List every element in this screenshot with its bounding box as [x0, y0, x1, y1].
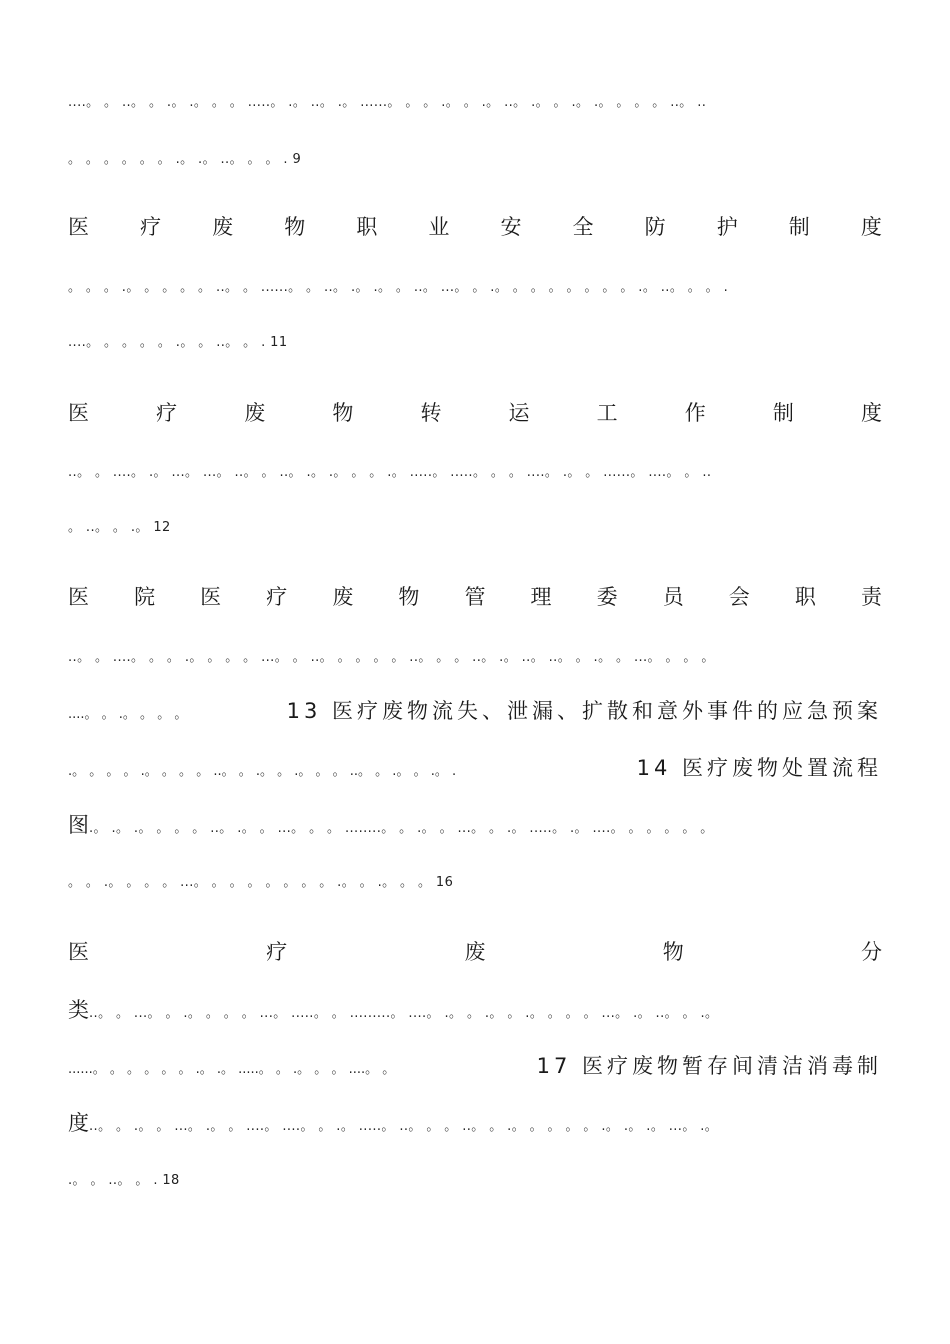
- toc-char: 废: [464, 940, 486, 964]
- toc-char: 制: [772, 401, 794, 425]
- toc-char: 疗: [140, 215, 162, 239]
- toc-entry-title-end: 图: [68, 813, 89, 837]
- toc-char: 理: [530, 585, 552, 609]
- toc-char: 业: [428, 215, 450, 239]
- toc-entry-title-end: 类: [68, 998, 89, 1022]
- toc-char: 废: [212, 215, 234, 239]
- toc-char: 防: [644, 215, 666, 239]
- toc-leader-text: .。 。 。 。 .。 。 。 。 ..。 。 .。 。 .。 。 。 ..。 。 .。 。 .。 .: [68, 764, 457, 779]
- toc-entry-occupational-safety[interactable]: [68, 212, 882, 242]
- toc-entry-storage-disinfection[interactable]: [68, 1051, 882, 1081]
- toc-leader-text: .。 .。 .。 。 。 。 ..。 .。 。 ...。 。 。 ........。 。 .。 。 ...。 。 .。 .....。 .。 ....。 。 。 。 。 。: [89, 821, 714, 836]
- toc-entry-classification[interactable]: [68, 937, 882, 967]
- toc-entry-transport-rules[interactable]: [68, 398, 882, 428]
- toc-leader-line: ..。 。 ....。 。 。 .。 。 。 。 ...。 。 ..。 。 。 。 。 ..。 。 。 ..。 .。 ..。 ..。 。 .。 。 ...。 。 。 。: [68, 650, 715, 665]
- toc-char: 物: [398, 585, 420, 609]
- toc-leader-line-page-18: .。 。 ..。 。 . 18: [68, 1173, 180, 1188]
- toc-leader-line-page-9: [68, 145, 882, 175]
- toc-leader-line: 。 。 。 .。 。 。 。 。 ..。 。 ......。 。 ..。 .。 .。 。 ..。 ...。 。 .。 。 。 。 。 。 。 。 .。 ..。 。 。 .: [68, 280, 729, 295]
- toc-char: 院: [134, 585, 156, 609]
- toc-leader-line: ..。 。 ....。 .。 ...。 ...。 ..。 。 ..。 .。 .。 。 。 .。 .....。 .....。 。 。 ....。 .。 。 ......。 ....。 。 ..: [68, 465, 712, 480]
- toc-char: 全: [572, 215, 594, 239]
- toc-char: 安: [500, 215, 522, 239]
- toc-char: 医: [68, 585, 89, 609]
- toc-char: 作: [684, 401, 706, 425]
- toc-char: 分: [861, 940, 882, 964]
- toc-leader-text: ..。 。 ...。 。 .。 。 。 。 ...。 .....。 。 .........。 ....。 .。 。 .。 。 .。 。 。 。 ...。 .。 ..。 。 .。: [89, 1006, 719, 1021]
- toc-char: 医: [68, 215, 89, 239]
- toc-char: 疗: [156, 401, 178, 425]
- toc-leader-text: 。 。 。 。 。 。 .。 .。 ..。 。 。 . 9: [68, 152, 302, 167]
- toc-leader-line-page-16: 。 。 .。 。 。 。 ...。 。 。 。 。 。 。 。 .。 。 .。 。 。 16: [68, 875, 454, 890]
- toc-char: 职: [356, 215, 378, 239]
- toc-leader-line-page-12: 。 ..。 。 .。 12: [68, 520, 171, 535]
- toc-char: 医: [200, 585, 222, 609]
- toc-char: 物: [662, 940, 684, 964]
- toc-char: 度: [860, 401, 882, 425]
- toc-leader-text: ....。 。 .。 。 。 。: [68, 707, 188, 722]
- toc-char: 物: [284, 215, 306, 239]
- toc-entry-committee-duties[interactable]: [68, 582, 882, 612]
- toc-entry-title-end: 度: [68, 1111, 89, 1135]
- toc-entry-emergency-plan[interactable]: [68, 696, 882, 726]
- toc-char: 医: [68, 401, 89, 425]
- toc-char: 度: [860, 215, 882, 239]
- toc-char: 医: [68, 940, 89, 964]
- toc-char: 委: [596, 585, 618, 609]
- toc-char: 废: [244, 401, 266, 425]
- toc-char: 员: [662, 585, 684, 609]
- toc-entry-title: 13 医疗废物流失、泄漏、扩散和意外事件的应急预案: [286, 699, 882, 723]
- toc-leader-line: [68, 995, 882, 1025]
- toc-char: 管: [464, 585, 486, 609]
- toc-leader-line: [68, 810, 882, 840]
- toc-char: 运: [508, 401, 530, 425]
- toc-char: 职: [794, 585, 816, 609]
- toc-char: 工: [596, 401, 618, 425]
- toc-char: 会: [728, 585, 750, 609]
- toc-entry-title: 17 医疗废物暂存间清洁消毒制: [536, 1054, 882, 1078]
- toc-char: 制: [788, 215, 810, 239]
- toc-char: 物: [332, 401, 354, 425]
- toc-leader-line: ....。 。 ..。 。 .。 .。 。 。 .....。 .。 ..。 .。 ......。 。 。 .。 。 .。 ..。 .。 。 .。 .。 。 。 。 ..。 ..: [68, 95, 707, 110]
- toc-entry-title: 14 医疗废物处置流程: [636, 756, 882, 780]
- toc-char: 废: [332, 585, 354, 609]
- toc-char: 疗: [266, 940, 288, 964]
- toc-char: 护: [716, 215, 738, 239]
- toc-leader-text: ..。 。 .。 。 ...。 .。 。 ....。 ....。 。 .。 .....。 ..。 。 。 ..。 。 .。 。 。 。 。 .。 .。 .。 ...。 .。: [89, 1119, 719, 1134]
- toc-char: 疗: [266, 585, 288, 609]
- toc-entry-disposal-flow[interactable]: [68, 753, 882, 783]
- toc-leader-line: [68, 1108, 882, 1138]
- toc-leader-text: ......。 。 。 。 。 。 .。 .。 .....。 。 .。 。 。 ....。 。: [68, 1062, 396, 1077]
- toc-leader-line-page-11: ....。 。 。 。 。 .。 。 ..。 。 . 11: [68, 335, 288, 350]
- toc-char: 责: [860, 585, 882, 609]
- toc-char: 转: [420, 401, 442, 425]
